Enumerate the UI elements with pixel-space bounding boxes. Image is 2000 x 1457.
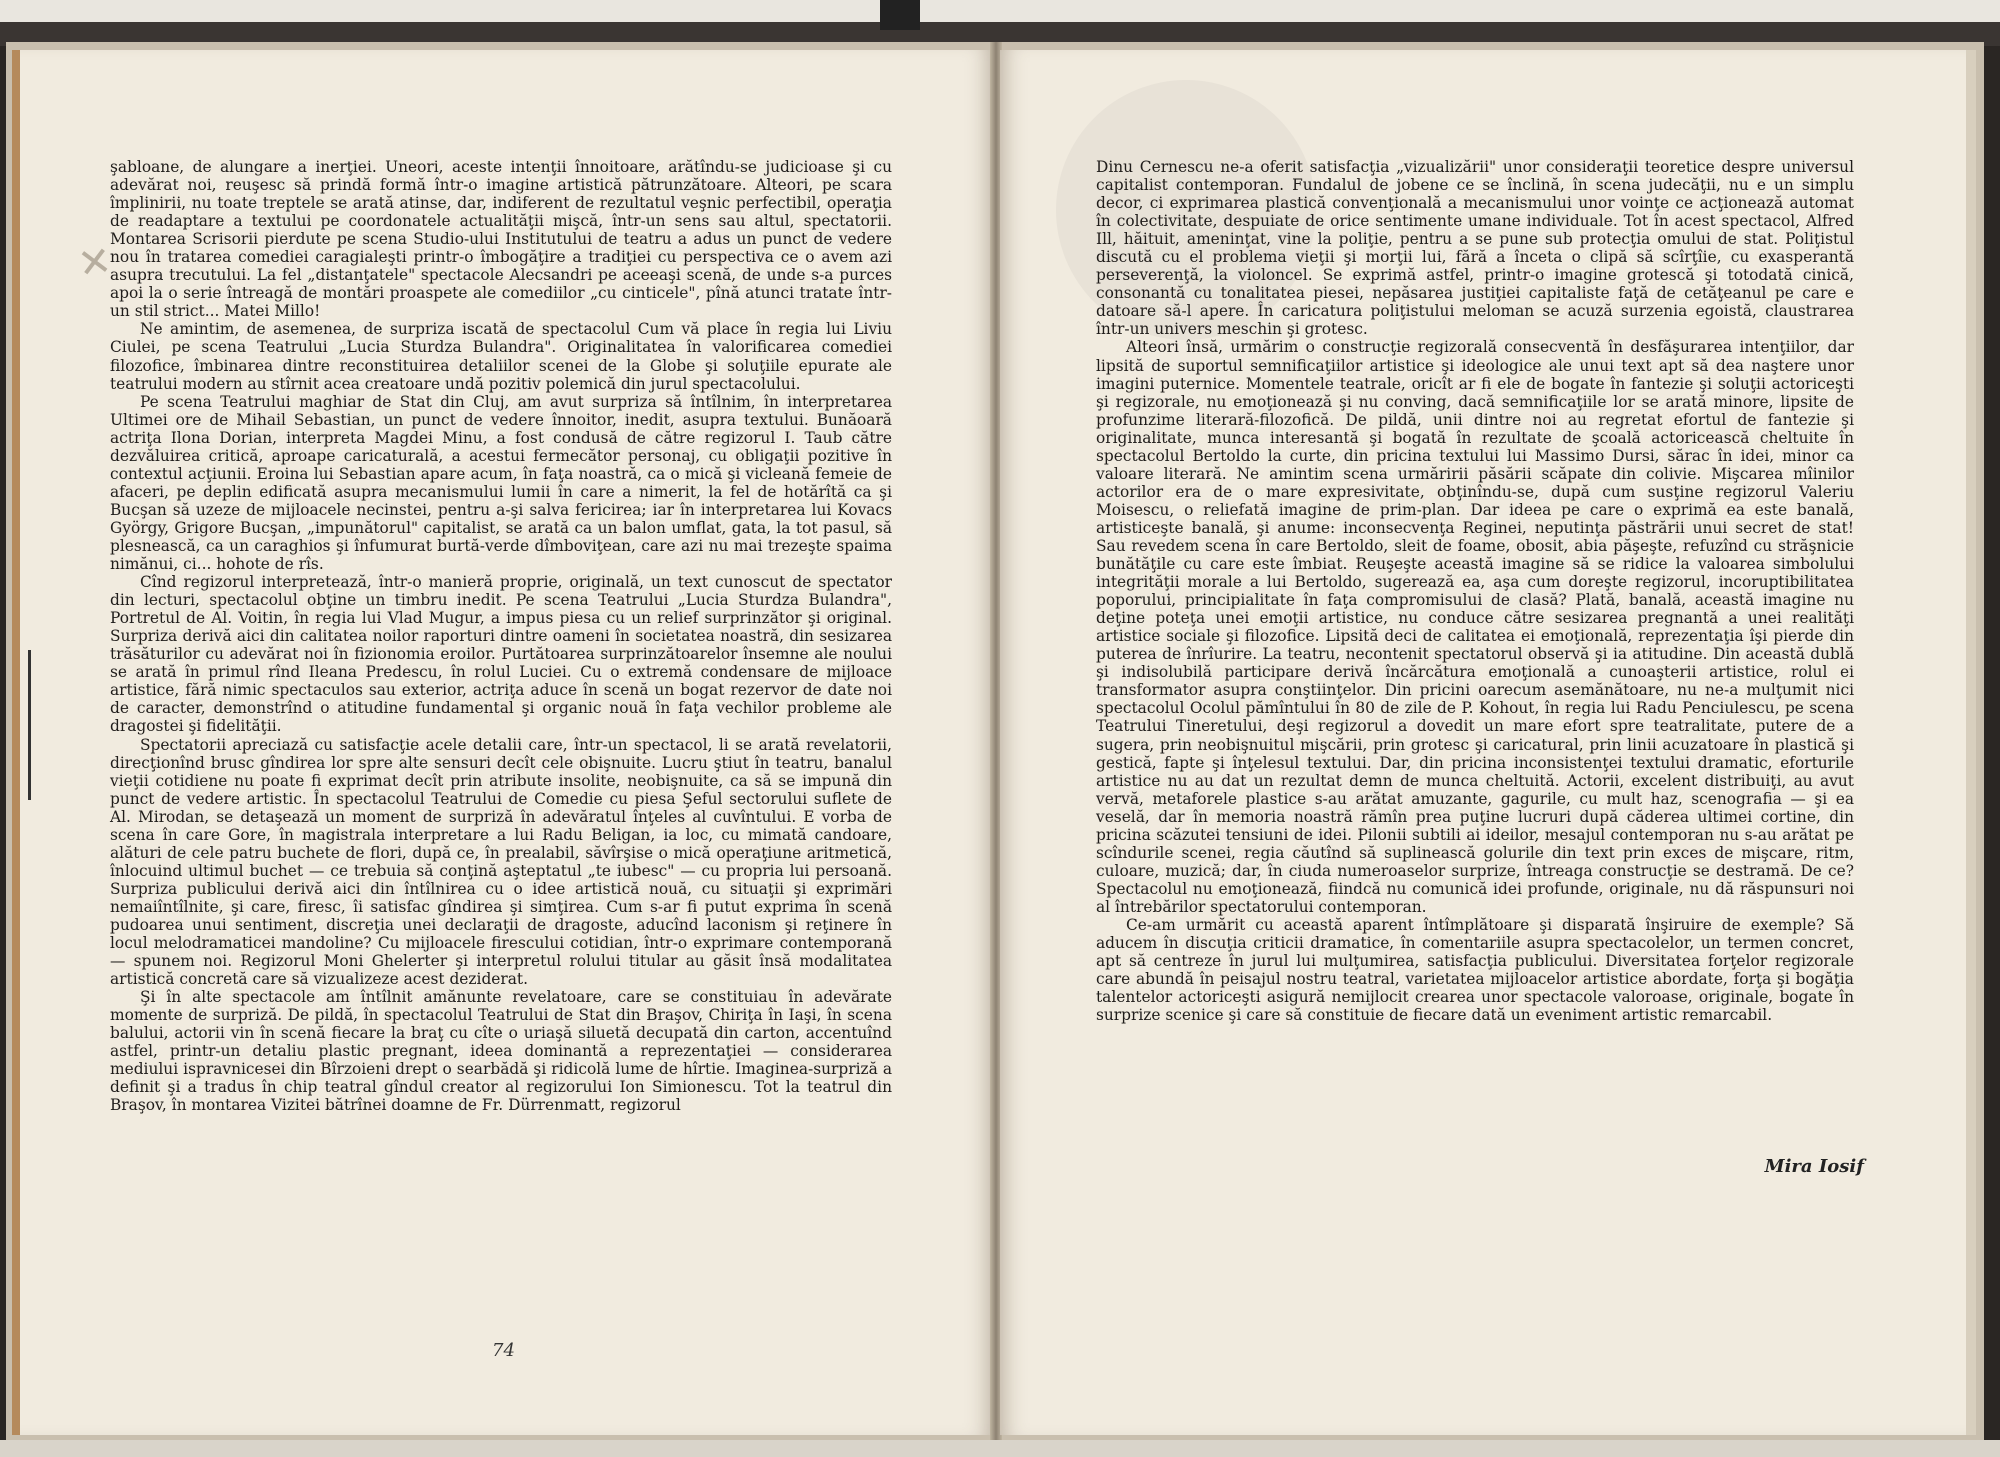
paragraph: Pe scena Teatrului maghiar de Stat din Cluj, am avut surpriza să întîlnim, în interpretarea Ultimei ore de Mihail Sebastian, un punct de vedere înnoitor, inedit, asupra textului. Bunăoară actriţa Ilona Dorian, interpreta Magdei Minu, a fost condusă de către regizorul I. Taub către dezvăluirea critică, aproape caricaturală, a acestui fermecător personaj, cu obligaţii pozitive în contextul acţiunii. Eroina lui Sebastian apare acum, în faţa noastră, ca o mică şi vicleană femeie de afaceri, pe deplin edificată asupra mecanismului lumii în care a nimerit, la fel de hotărîtă ca şi Bucşan să uzeze de mijloacele necinstei, pentru a-şi salva fericirea; iar în interpretarea lui Kovacs György, Grigore Bucşan, „impunătorul" capitalist, se arată ca un balon umflat, gata, la tot pasul, să plesnească, ca un caraghios şi înfumurat burtă-verde dîmboviţean, care azi nu mai trezeşte spaima nimănui, ci... hohote de rîs. xyxy=(110,392,892,574)
page-number: 74 xyxy=(492,1340,515,1361)
pencil-mark: ✕ xyxy=(74,237,115,289)
left-page xyxy=(12,50,992,1435)
right-page-edge xyxy=(1966,50,1976,1435)
left-text-column xyxy=(110,158,892,1114)
right-text-column xyxy=(1096,158,1854,1024)
paragraph: şabloane, de alungare a inerţiei. Uneori, aceste intenţii înnoitoare, arătîndu-se judicioase şi cu adevărat noi, reuşesc să prindă formă într-o imagine artistică pătrunzătoare. Alteori, pe scara împlinirii, nu toate treptele se arată atinse, dar, indiferent de rezultatul veşnic perfectibil, operaţia de readaptare a textului pe coordonatele actualităţii mişcă, într-un sens sau altul, spectatorii. Montarea Scrisorii pierdute pe scena Studio-ului Institutului de teatru a adus un punct de vedere nou în tratarea comediei caragialeşti printr-o îmbogăţire a tradiţiei cu perspectiva ce o avem azi asupra trecutului. La fel „distanţatele" spectacole Alecsandri pe aceeaşi scenă, de unde s-a purces apoi la o serie întreagă de montări proaspete ale comediilor „cu cinticele", pînă atunci tratate într-un stil strict... Matei Millo! xyxy=(110,158,892,321)
paragraph: Cînd regizorul interpretează, într-o manieră proprie, originală, un text cunoscut de spectator din lecturi, spectacolul obţine un timbru inedit. Pe scena Teatrului „Lucia Sturdza Bulandra", Portretul de Al. Voitin, în regia lui Vlad Mugur, a impus piesa cu un relief surprinzător şi original. Surpriza derivă aici din calitatea noilor raporturi dintre oameni în societatea noastră, din sesizarea trăsăturilor cu adevărat noi în fizionomia eroilor. Purtătoarea surprinzătoarelor însemne ale noului se arată în primul rînd Ileana Predescu, în rolul Luciei. Cu o extremă condensare de mijloace artistice, fără nimic spectaculos sau exterior, actriţa aduce în scenă un bogat rezervor de date noi de caracter, demonstrînd o atitudine fundamental şi organic nouă în faţa vechilor probleme ale dragostei şi fidelităţii. xyxy=(110,573,892,736)
top-notch xyxy=(880,0,920,30)
book-spread xyxy=(6,42,1984,1440)
paragraph: Ce-am urmărit cu această aparent întîmplătoare şi disparată înşiruire de exemple? Să aducem în discuţia criticii dramatice, în comentariile asupra spectacolelor, un termen concret, apt să centreze în jurul lui mulţumirea, satisfacţia publicului. Diversitatea forţelor regizorale care abundă în peisajul nostru teatral, varietatea mijloacelor artistice abordate, forţa şi bogăţia talentelor actoriceşti asigură nemijlocit crearea unor spectacole valoroase, originale, bogate în surprize scenice şi care să constituie de fiecare dată un eveniment artistic remarcabil. xyxy=(1096,915,1854,1025)
margin-mark xyxy=(28,650,31,800)
left-page-edge xyxy=(12,50,20,1435)
paragraph: Şi în alte spectacole am întîlnit amănunte revelatoare, care se constituiau în adevărate momente de surpriză. De pildă, în spectacolul Teatrului de Stat din Braşov, Chiriţa în Iaşi, în scena balului, actorii vin în scenă fiecare la braţ cu cîte o uriaşă siluetă decupată din carton, accentuînd astfel, printr-un detaliu plastic pregnant, ideea dominantă a reprezentaţiei — considerarea mediului ispravnicesei din Bîrzoieni drept o searbădă şi ridicolă lume de hîrtie. Imaginea-surpriză a definit şi a tradus în chip teatral gîndul creator al regizorului Ion Simionescu. Tot la teatrul din Braşov, în montarea Vizitei bătrînei doamne de Fr. Dürrenmatt, regizorul xyxy=(110,988,892,1115)
bottom-strip xyxy=(0,1440,2000,1457)
paragraph: Ne amintim, de asemenea, de surpriza iscată de spectacolul Cum vă place în regia lui Liviu Ciulei, pe scena Teatrului „Lucia Sturdza Bulandra". Originalitatea în valorificarea comediei filozofice, îmbinarea dintre reconstituirea detaliilor scenei de la Globe şi soluţiile epurate ale teatrului modern au stîrnit acea creatoare undă pozitiv polemică din jurul spectacolului. xyxy=(110,320,892,393)
paragraph: Dinu Cernescu ne-a oferit satisfacţia „vizualizării" unor consideraţii teoretice despre universul capitalist contemporan. Fundalul de jobene ce se înclină, în scena judecăţii, nu e un simplu decor, ci exprimarea plastică convenţională a mecanismului unor voinţe ce acţionează automat în colectivitate, despuiate de orice sentimente umane individuale. Tot în acest spectacol, Alfred Ill, hăituit, ameninţat, vine la poliţie, pentru a se pune sub protecţia omului de stat. Poliţistul discută cu el problema vieţii şi morţii lui, fără a înceta o clipă să scîrţîie, cu exasperantă perseverenţă, la violoncel. Se exprimă astfel, printr-o imagine grotescă şi totodată cinică, consonantă cu tonalitatea piesei, nepăsarea justiţiei capitaliste faţă de cetăţeanul pe care e datoare să-l apere. În caricatura poliţistului meloman se acuză surzenia egoistă, claustrarea într-un univers meschin şi grotesc. xyxy=(1096,158,1854,339)
author-signature: Mira Iosif xyxy=(1764,1156,1864,1177)
paragraph: Alteori însă, urmărim o construcţie regizorală consecventă în desfăşurarea intenţiilor, dar lipsită de suportul semnificaţiilor artistice şi ideologice ale unui text apt să dea naştere unor imagini puternice. Momentele teatrale, oricît ar fi ele de bogate în fantezie şi soluţii actoriceşti şi regizorale, nu emoţionează şi nu conving, dacă semnificaţiile lor se arată minore, lipsite de profunzime literară-filozofică. De pildă, unii dintre noi au regretat efortul de fantezie şi originalitate, munca interesantă şi bogată în rezultate de şcoală actoricească cheltuite în spectacolul Bertoldo la curte, din pricina textului lui Massimo Dursi, sărac în idei, minor ca valoare literară. Ne amintim scena urmăririi păsării scăpate din colivie. Mişcarea mîinilor actorilor era de o mare expresivitate, obţinîndu-se, după cum susţine regizorul Valeriu Moisescu, o reliefată imagine de prim-plan. Dar ideea pe care o exprimă ea este banală, artisticeşte banală, şi anume: inconsecvenţa Reginei, neputinţa păstrării unui secret de stat! Sau revedem scena în care Bertoldo, sleit de foame, obosit, abia păşeşte, refuzînd cu străşnicie bunătăţile cu care este îmbiat. Reuşeşte această imagine să se ridice la valoarea simbolului integrităţii morale a lui Bertoldo, sugerează ea, aşa cum doreşte regizorul, incoruptibilitatea poporului, principialitate în faţa compromisului de clasă? Plată, banală, această imagine nu deţine poteţa unei emoţii artistice, nu conduce către sesizarea pregnantă a unei realităţi artistice sociale şi filozofice. Lipsită deci de calitatea ei emoţională, reprezentaţia îşi pierde din puterea de înrîurire. La teatru, necontenit spectatorul observă şi ia atitudine. Din această dublă şi indisolubilă participare derivă încărcătura emoţională a cunoaşterii artistice, rolul ei transformator asupra conştiinţelor. Din pricini oarecum asemănătoare, nu ne-a mulţumit nici spectacolul Ocolul pămîntului în 80 de zile de P. Kohout, în regia lui Radu Penciulescu, pe scena Teatrului Tineretului, deşi regizorul a dovedit un mare efort spre teatralitate, putere de a sugera, prin neobişnuitul mişcării, prin grotesc şi caricatural, prin linii acuzatoare în plastică şi gestică, fapte şi înţelesul textului. Dar, din pricina inconsistenţei textului dramatic, eforturile artistice nu au dat un rezultat demn de munca cheltuită. Actorii, excelent distribuiţi, au avut vervă, metaforele plastice s-au arătat amuzante, gagurile, cu mult haz, scenografia — şi ea veselă, dar în memoria noastră rămîn prea puţine lucruri după căderea ultimei cortine, din pricina scăzutei tensiuni de idei. Pilonii subtili ai ideilor, mesajul contemporan nu s-au arătat pe scîndurile scenei, regia căutînd să suplinească golurile din text prin exces de mişcare, ritm, culoare, muzică; dar, în ciuda numeroaselor surprize, întreaga construcţie se destramă. De ce? Spectacolul nu emoţionează, fiindcă nu comunică idei profunde, originale, nu dă răspunsuri noi al întrebărilor spectatorului contemporan. xyxy=(1096,338,1854,916)
paragraph: Spectatorii apreciază cu satisfacţie acele detalii care, într-un spectacol, li se arată revelatorii, direcţionînd brusc gîndirea lor spre alte sensuri decît cele obişnuite. Lucru ştiut în teatru, banalul vieţii cotidiene nu poate fi exprimat decît prin atribute insolite, neobişnuite, ca să se impună din punct de vedere artistic. În spectacolul Teatrului de Comedie cu piesa Şeful sectorului suflete de Al. Mirodan, se detaşează un moment de surpriză în adevăratul înţeles al cuvîntului. E vorba de scena în care Gore, în magistrala interpretare a lui Radu Beligan, ia loc, cu mimată candoare, alături de cele patru buchete de flori, după ce, în prealabil, săvîrşise o mică operaţiune aritmetică, înlocuind ultimul buchet — ce trebuia să conţină aşteptatul „te iubesc" — cu propria lui persoană. Surpriza publicului derivă aici din întîlnirea cu o idee artistică nouă, cu situaţii şi exprimări nemaiîntîlnite, şi care, firesc, îi satisfac gîndirea şi simţirea. Cum s-ar fi putut exprima în scenă pudoarea unui sentiment, discreţia unei declaraţii de dragoste, aducînd laconism şi reţinere în locul melodramaticei mandoline? Cu mijloacele firescului cotidian, într-o exprimare contemporană — spunem noi. Regizorul Moni Ghelerter şi interpretul rolului titular au găsit însă modalitatea artistică concretă care să vizualizeze acest deziderat. xyxy=(110,735,892,989)
top-strip xyxy=(0,0,2000,46)
right-page xyxy=(1000,50,1976,1435)
